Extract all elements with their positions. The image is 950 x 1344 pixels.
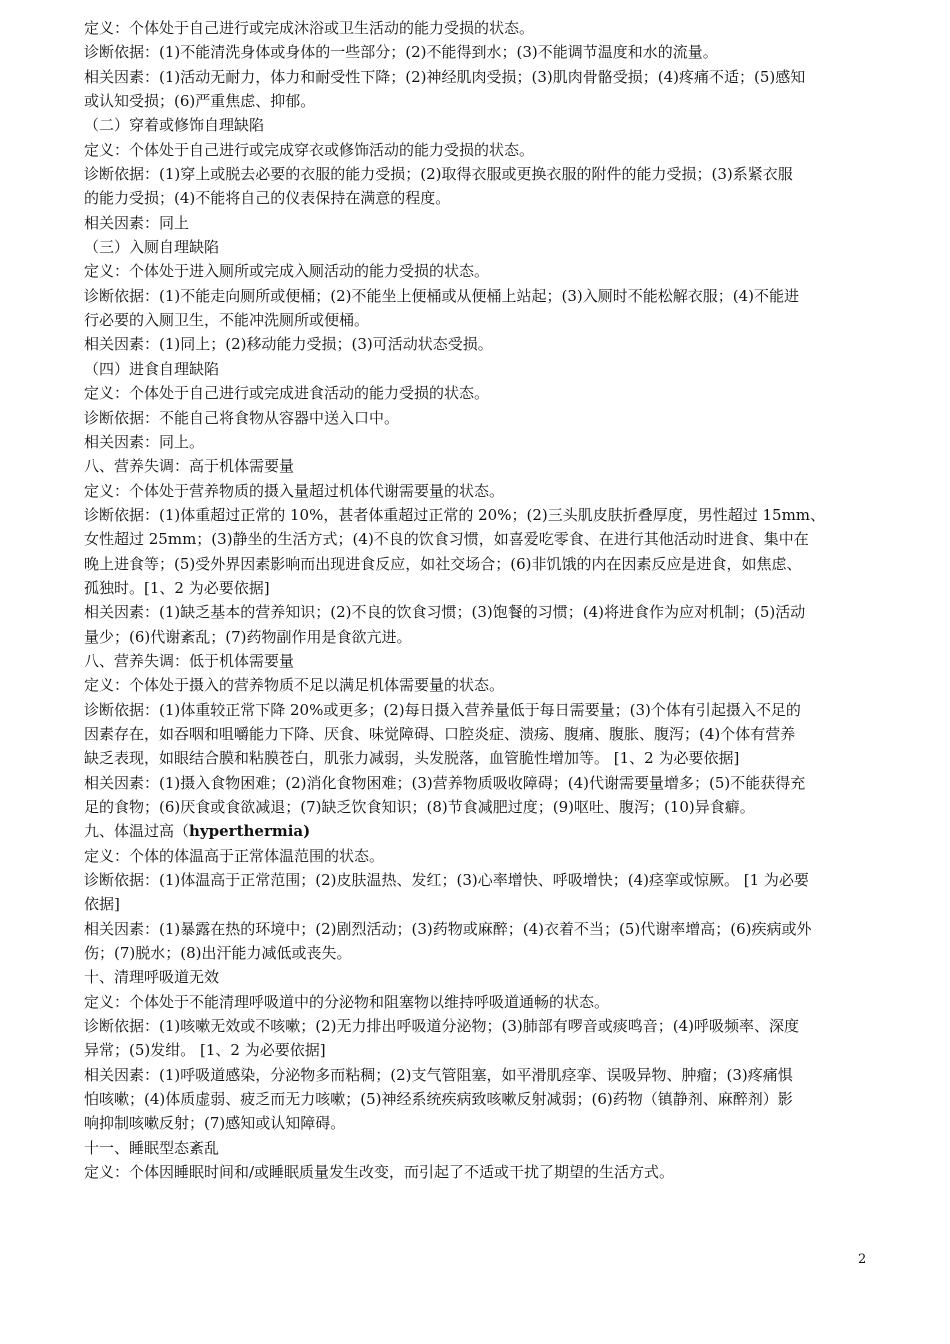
text-line: 怕咳嗽；(4)体质虚弱、疲乏而无力咳嗽；(5)神经系统疾病致咳嗽反射减弱；(6)药物（镇静剂、麻醉剂）影 (84, 1090, 793, 1109)
text-line: 相关因素：(1)呼吸道感染，分泌物多而粘稠；(2)支气管阻塞，如平滑肌痉挛、误吸异物、肿瘤；(3)疼痛惧 (84, 1065, 793, 1084)
text-line: 定义：个体处于自己进行或完成沐浴或卫生活动的能力受损的状态。 (84, 19, 535, 37)
section-heading: （三）入厕自理缺陷 (84, 238, 220, 257)
text-line: 量少；(6)代谢紊乱；(7)药物副作用是食欲亢进。 (84, 627, 412, 646)
page-number: 2 (858, 1252, 867, 1267)
text-line: 诊断依据：(1)穿上或脱去必要的衣服的能力受损；(2)取得衣服或更换衣服的附件的能力受损；(3)系紧衣服 (84, 165, 793, 184)
text-line: 依据] (84, 895, 120, 914)
section-heading: 八、营养失调：高于机体需要量 (84, 457, 295, 476)
section-heading: 十一、睡眠型态紊乱 (84, 1138, 220, 1157)
text-line: 定义：个体处于摄入的营养物质不足以满足机体需要量的状态。 (84, 676, 505, 695)
text-line: 女性超过 25mm；(3)静坐的生活方式；(4)不良的饮食习惯，如喜爱吃零食、在进行其他活动时进食、集中在 (84, 530, 809, 549)
text-line: 足的食物；(6)厌食或食欲减退；(7)缺乏饮食知识；(8)节食减肥过度；(9)呕吐、腹泻；(10)异食癖。 (84, 798, 755, 816)
text-line: 相关因素：(1)摄入食物困难；(2)消化食物困难；(3)营养物质吸收障碍；(4)代谢需要量增多；(5)不能获得充 (84, 773, 806, 792)
text-line: 诊断依据：不能自己将食物从容器中送入口中。 (84, 408, 400, 427)
heading-suffix: ) (303, 822, 311, 841)
text-line: 响抑制咳嗽反射；(7)感知或认知障碍。 (84, 1114, 346, 1133)
text-line: 相关因素：(1)同上；(2)移动能力受损；(3)可活动状态受损。 (84, 335, 493, 354)
section-heading: （二）穿着或修饰自理缺陷 (84, 116, 265, 135)
text-line: 定义：个体处于自己进行或完成穿衣或修饰活动的能力受损的状态。 (84, 140, 535, 159)
heading-prefix: 九、体温过高（ (84, 822, 190, 841)
text-line: 因素存在，如吞咽和咀嚼能力下降、厌食、味觉障碍、口腔炎症、溃疡、腹痛、腹胀、腹泻；(4)个体有营养 (84, 724, 796, 743)
text-line: 诊断依据：(1)体重较正常下降 20%或更多；(2)每日摄入营养量低于每日需要量；(3)个体有引起摄入不足的 (84, 700, 801, 719)
section-heading: 八、营养失调：低于机体需要量 (84, 651, 295, 670)
text-line: 或认知受损；(6)严重焦虑、抑郁。 (84, 92, 316, 111)
section-heading: 十、清理呼吸道无效 (84, 968, 220, 987)
text-line: 伤；(7)脱水；(8)出汗能力减低或丧失。 (84, 944, 352, 963)
text-line: 定义：个体处于营养物质的摄入量超过机体代谢需要量的状态。 (84, 481, 505, 500)
text-line: 孤独时。[1、2 为必要依据] (84, 578, 270, 597)
text-line: 行必要的入厕卫生，不能冲洗厕所或便桶。 (84, 311, 370, 330)
text-line: 定义：个体处于自己进行或完成进食活动的能力受损的状态。 (84, 384, 490, 403)
text-line: 诊断依据：(1)不能走向厕所或便桶；(2)不能坐上便桶或从便桶上站起；(3)入厕时不能松解衣服；(4)不能进 (84, 286, 799, 305)
text-line: 的能力受损；(4)不能将自己的仪表保持在满意的程度。 (84, 189, 451, 208)
text-line: 相关因素：(1)暴露在热的环境中；(2)剧烈活动；(3)药物或麻醉；(4)衣着不当；(5)代谢率增高；(6)疾病或外 (84, 919, 812, 938)
text-line: 诊断依据：(1)咳嗽无效或不咳嗽；(2)无力排出呼吸道分泌物；(3)肺部有啰音或痰鸣音；(4)呼吸频率、深度 (84, 1017, 799, 1036)
heading-term: hyperthermia (189, 822, 304, 841)
text-line: 定义：个体处于不能清理呼吸道中的分泌物和阻塞物以维持呼吸道通畅的状态。 (84, 992, 610, 1011)
text-line: 缺乏表现，如眼结合膜和粘膜苍白，肌张力减弱，头发脱落，血管脆性增加等。 [1、2 为必要依据] (84, 749, 740, 768)
text-line: 诊断依据：(1)体重超过正常的 10%，甚者体重超过正常的 20%；(2)三头肌皮肤折叠厚度，男性超过 15mm、 (84, 505, 826, 524)
section-heading-hyperthermia (84, 819, 874, 843)
text-line: 相关因素：同上。 (84, 432, 205, 451)
text-line: 相关因素：同上 (84, 213, 190, 232)
text-line: 定义：个体因睡眠时间和/或睡眠质量发生改变，而引起了不适或干扰了期望的生活方式。 (84, 1163, 675, 1182)
text-line: 晚上进食等；(5)受外界因素影响而出现进食反应，如社交场合；(6)非饥饿的内在因素反应是进食，如焦虑、 (84, 554, 802, 573)
text-line: 诊断依据：(1)不能清洗身体或身体的一些部分；(2)不能得到水；(3)不能调节温度和水的流量。 (84, 43, 718, 62)
text-line: 相关因素：(1)活动无耐力，体力和耐受性下降；(2)神经肌肉受损；(3)肌肉骨骼受损；(4)疼痛不适；(5)感知 (84, 67, 806, 86)
text-line: 定义：个体的体温高于正常体温范围的状态。 (84, 846, 385, 865)
section-heading: （四）进食自理缺陷 (84, 359, 220, 378)
text-line: 相关因素：(1)缺乏基本的营养知识；(2)不良的饮食习惯；(3)饱餐的习惯；(4)将进食作为应对机制；(5)活动 (84, 603, 806, 622)
text-line: 诊断依据：(1)体温高于正常范围；(2)皮肤温热、发红；(3)心率增快、呼吸增快；(4)痉挛或惊厥。 [1 为必要 (84, 871, 809, 890)
document-body (84, 16, 874, 1185)
text-line: 定义：个体处于进入厕所或完成入厕活动的能力受损的状态。 (84, 262, 490, 281)
text-line: 异常；(5)发绀。 [1、2 为必要依据] (84, 1041, 326, 1060)
